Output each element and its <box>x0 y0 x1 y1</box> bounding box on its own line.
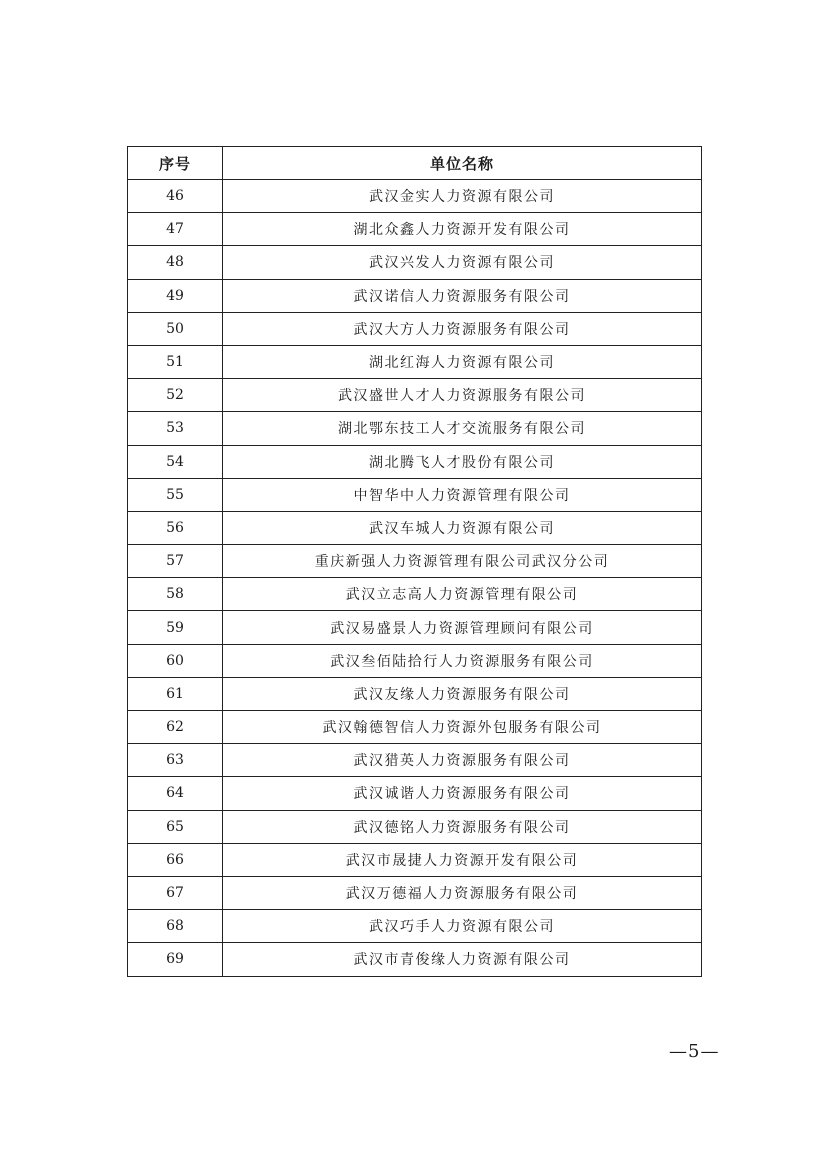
company-name-cell: 武汉诚谐人力资源服务有限公司 <box>223 777 702 810</box>
serial-number-cell: 63 <box>128 744 223 777</box>
company-name-cell: 武汉友缘人力资源服务有限公司 <box>223 677 702 710</box>
serial-number-cell: 65 <box>128 810 223 843</box>
company-name-cell: 武汉巧手人力资源有限公司 <box>223 910 702 943</box>
serial-number-cell: 50 <box>128 312 223 345</box>
company-name-cell: 湖北鄂东技工人才交流服务有限公司 <box>223 412 702 445</box>
table-row <box>128 246 702 279</box>
serial-number-cell: 56 <box>128 511 223 544</box>
serial-number-cell: 60 <box>128 644 223 677</box>
table-row <box>128 843 702 876</box>
serial-number-cell: 66 <box>128 843 223 876</box>
table-row <box>128 412 702 445</box>
table-row <box>128 312 702 345</box>
serial-number-cell: 58 <box>128 578 223 611</box>
serial-number-cell: 54 <box>128 445 223 478</box>
company-name-cell: 武汉德铭人力资源服务有限公司 <box>223 810 702 843</box>
company-name-cell: 武汉万德福人力资源服务有限公司 <box>223 876 702 909</box>
serial-number-cell: 69 <box>128 943 223 976</box>
company-name-cell: 中智华中人力资源管理有限公司 <box>223 478 702 511</box>
table-row <box>128 279 702 312</box>
serial-number-cell: 46 <box>128 180 223 213</box>
table-row <box>128 545 702 578</box>
company-name-cell: 武汉易盛景人力资源管理顾问有限公司 <box>223 611 702 644</box>
table-header-row <box>128 147 702 180</box>
table-row <box>128 478 702 511</box>
table-row <box>128 345 702 378</box>
serial-number-cell: 61 <box>128 677 223 710</box>
table-row <box>128 810 702 843</box>
company-list-table <box>127 146 702 977</box>
table-row <box>128 777 702 810</box>
company-name-cell: 武汉诺信人力资源服务有限公司 <box>223 279 702 312</box>
serial-number-cell: 51 <box>128 345 223 378</box>
header-company-name: 单位名称 <box>223 147 702 180</box>
serial-number-cell: 48 <box>128 246 223 279</box>
company-name-cell: 重庆新强人力资源管理有限公司武汉分公司 <box>223 545 702 578</box>
serial-number-cell: 47 <box>128 213 223 246</box>
company-name-cell: 武汉立志高人力资源管理有限公司 <box>223 578 702 611</box>
header-serial-number: 序号 <box>128 147 223 180</box>
table-row <box>128 744 702 777</box>
company-name-cell: 武汉盛世人才人力资源服务有限公司 <box>223 379 702 412</box>
serial-number-cell: 52 <box>128 379 223 412</box>
serial-number-cell: 55 <box>128 478 223 511</box>
company-name-cell: 武汉市青俊缘人力资源有限公司 <box>223 943 702 976</box>
table-row <box>128 943 702 976</box>
table-row <box>128 578 702 611</box>
company-name-cell: 武汉翰德智信人力资源外包服务有限公司 <box>223 711 702 744</box>
serial-number-cell: 64 <box>128 777 223 810</box>
company-name-cell: 武汉猎英人力资源服务有限公司 <box>223 744 702 777</box>
serial-number-cell: 59 <box>128 611 223 644</box>
company-name-cell: 武汉叁佰陆拾行人力资源服务有限公司 <box>223 644 702 677</box>
table-row <box>128 445 702 478</box>
serial-number-cell: 68 <box>128 910 223 943</box>
table-row <box>128 213 702 246</box>
company-name-cell: 武汉市晟捷人力资源开发有限公司 <box>223 843 702 876</box>
company-name-cell: 湖北众鑫人力资源开发有限公司 <box>223 213 702 246</box>
company-name-cell: 武汉兴发人力资源有限公司 <box>223 246 702 279</box>
company-name-cell: 武汉大方人力资源服务有限公司 <box>223 312 702 345</box>
table-row <box>128 511 702 544</box>
table-row <box>128 644 702 677</box>
company-name-cell: 武汉金实人力资源有限公司 <box>223 180 702 213</box>
company-name-cell: 武汉车城人力资源有限公司 <box>223 511 702 544</box>
table-row <box>128 677 702 710</box>
serial-number-cell: 53 <box>128 412 223 445</box>
company-name-cell: 湖北红海人力资源有限公司 <box>223 345 702 378</box>
table-row <box>128 180 702 213</box>
table-body <box>128 180 702 977</box>
table-row <box>128 611 702 644</box>
company-name-cell: 湖北腾飞人才股份有限公司 <box>223 445 702 478</box>
page-number: —5— <box>669 1041 720 1062</box>
table-row <box>128 876 702 909</box>
serial-number-cell: 67 <box>128 876 223 909</box>
serial-number-cell: 62 <box>128 711 223 744</box>
table-row <box>128 910 702 943</box>
serial-number-cell: 57 <box>128 545 223 578</box>
table-row <box>128 379 702 412</box>
table-row <box>128 711 702 744</box>
serial-number-cell: 49 <box>128 279 223 312</box>
